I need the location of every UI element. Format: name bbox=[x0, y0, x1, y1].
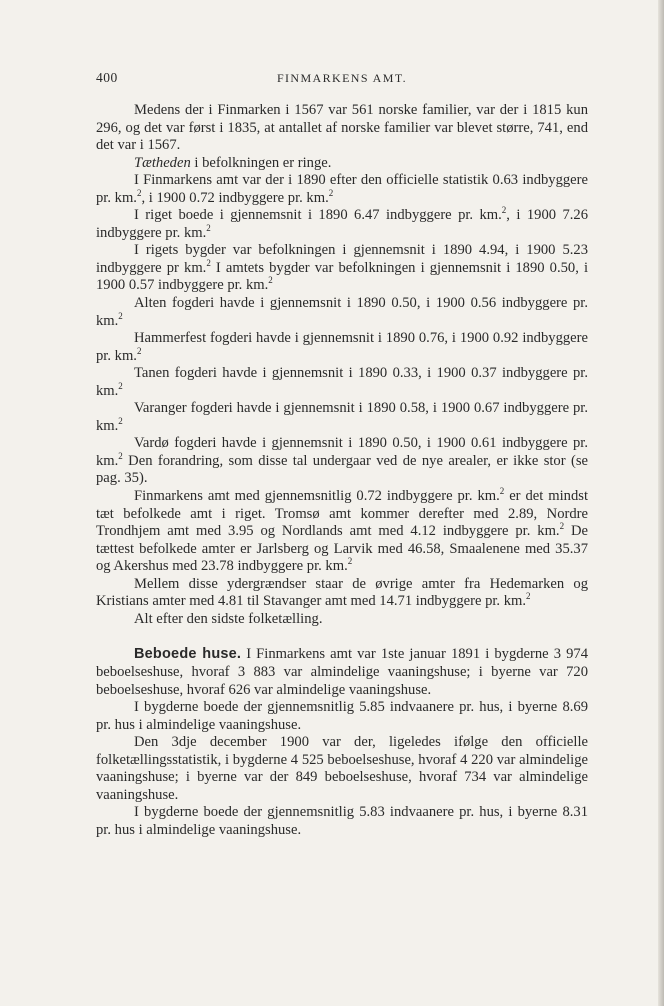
page-number: 400 bbox=[96, 70, 118, 85]
page-header bbox=[96, 70, 588, 90]
paragraph: Varanger fogderi havde i gjennemsnit i 1890 0.58, i 1900 0.67 indbyggere pr. km.$^2$ bbox=[96, 400, 588, 434]
paragraph: I rigets bygder var befolkningen i gjennemsnit i 1890 4.94, i 1900 5.23 indbyggere pr km.$^2$ I amtets bygder var befolkningen i gjennemsnit i 1890 0.50, i 1900 0.57 indbyggere pr. km.$^2$ bbox=[96, 242, 589, 294]
italic-term: Tætheden bbox=[134, 154, 191, 171]
paragraph: I bygderne boede der gjennemsnitlig 5.85 indvaanere pr. hus, i byerne 8.69 pr. hus i almindelige vaaningshuse. bbox=[96, 699, 588, 733]
paragraph: Finmarkens amt med gjennemsnitlig 0.72 indbyggere pr. km.$^2$ er det mindst tæt befolkede amt i riget. Tromsø amt kommer derefter med 2.89, Nordre Trondhjem amt med 3.95 og Nordlands amt med 4.12 indbyggere pr. km.$^2$ De tættest befolkede amter er Jarlsberg og Larvik med 46.58, Smaalenene med 35.37 og Akershus med 23.78 indbyggere pr. km.$^2$ bbox=[96, 486, 589, 575]
paragraph: Hammerfest fogderi havde i gjennemsnit i 1890 0.76, i 1900 0.92 indbyggere pr. km.$^2$ bbox=[96, 330, 588, 364]
section-gap bbox=[96, 628, 588, 646]
paragraph: I riget boede i gjennemsnit i 1890 6.47 indbyggere pr. km.$^2$, i 1900 7.26 indbyggere pr. km.$^2$ bbox=[96, 205, 588, 241]
paragraph: Vardø fogderi havde i gjennemsnit i 1890 0.50, i 1900 0.61 indbyggere pr. km.$^2$ Den forandring, som disse tal undergaar ved de nye arealer, er ikke stor (se pag. 35). bbox=[96, 435, 588, 487]
body-text bbox=[96, 102, 588, 839]
paragraph: Alten fogderi havde i gjennemsnit i 1890 0.50, i 1900 0.56 indbyggere pr. km.$^2$ bbox=[96, 295, 588, 329]
paragraph: I bygderne boede der gjennemsnitlig 5.83 indvaanere pr. hus, i byerne 8.31 pr. hus i almindelige vaaningshuse. bbox=[96, 804, 588, 838]
page-edge-shadow bbox=[658, 0, 664, 1006]
paragraph: I Finmarkens amt var der i 1890 efter den officielle statistik 0.63 indbyggere pr. km.$^2$, i 1900 0.72 indbyggere pr. km.$^2$ bbox=[96, 172, 588, 206]
paragraph: Tanen fogderi havde i gjennemsnit i 1890 0.33, i 1900 0.37 indbyggere pr. km.$^2$ bbox=[96, 365, 588, 399]
paragraph: Beboede huse. I Finmarkens amt var 1ste januar 1891 i bygderne 3 974 beboelseshuse, hvoraf 3 883 var almindelige vaaningshuse; i byerne var 720 beboelseshuse, hvoraf 626 var almindelige vaaningshuse. bbox=[96, 646, 588, 698]
paragraph: Tætheden i befolkningen er ringe. bbox=[134, 154, 332, 171]
paragraph: Alt efter den sidste folketælling. bbox=[134, 610, 323, 627]
section-heading: Beboede huse. bbox=[134, 646, 242, 663]
paragraph: Medens der i Finmarken i 1567 var 561 norske familier, var der i 1815 kun 296, og det var først i 1835, at antallet af norske familier var blevet større, 741, end det var i 1567. bbox=[96, 102, 588, 154]
paragraph: Den 3dje december 1900 var der, ligeledes ifølge den officielle folketællingsstatistik, i bygderne 4 525 beboelseshuse, hvoraf 4 220 var almindelige vaaningshuse; i byerne var der 849 beboelseshuse, hvoraf 734 var almindelige vaaningshuse. bbox=[96, 734, 588, 803]
running-title: FINMARKENS AMT. bbox=[276, 71, 408, 85]
paragraph: Mellem disse ydergrændser staar de øvrige amter fra Hedemarken og Kristians amter med 4.81 til Stavanger amt med 14.71 indbyggere pr. km.$^2$ bbox=[96, 575, 588, 610]
